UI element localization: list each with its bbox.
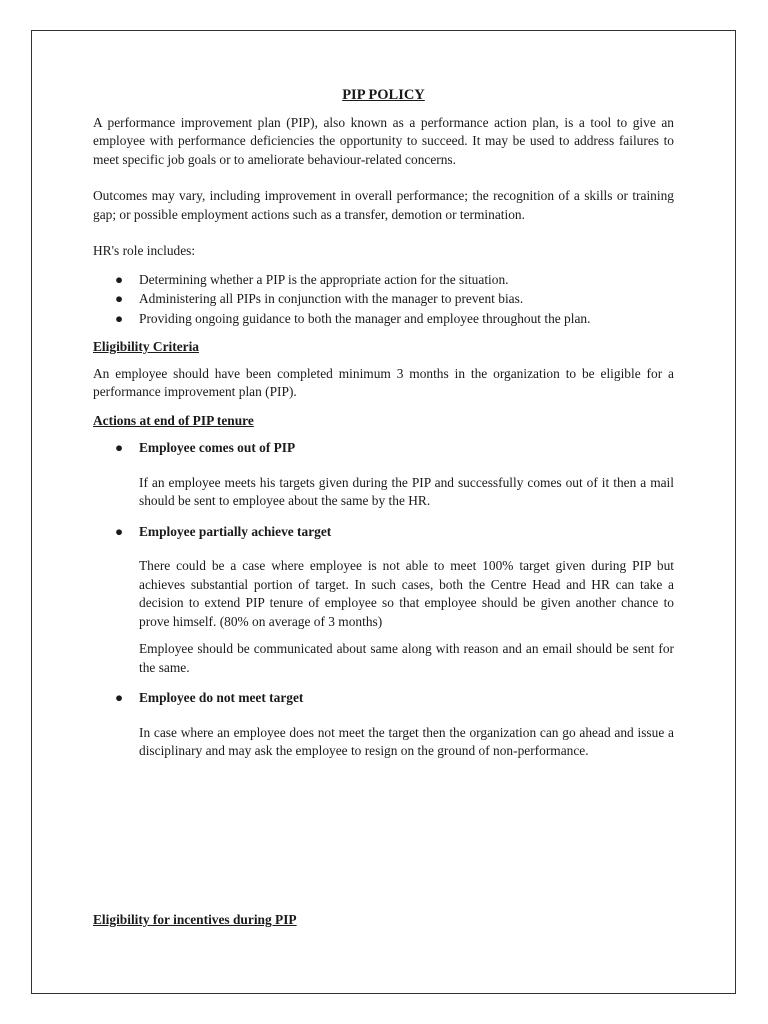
- bullet-icon: ●: [115, 271, 124, 287]
- action-paragraph: Employee should be communicated about same along with reason and an email should be sent for the same.: [139, 641, 674, 675]
- action-item: [93, 439, 674, 511]
- eligibility-paragraph: An employee should have been completed minimum 3 months in the organization to be eligible for a performance improvement plan (PIP).: [93, 365, 674, 399]
- action-title: Employee comes out of PIP: [139, 440, 296, 455]
- action-item: [93, 523, 674, 678]
- list-item: ● Determining whether a PIP is the appropriate action for the situation.: [93, 271, 674, 290]
- actions-heading: Actions at end of PIP tenure: [93, 412, 254, 428]
- bullet-icon: ●: [115, 523, 124, 539]
- eligibility-heading: Eligibility Criteria: [93, 339, 199, 354]
- action-item: [93, 689, 674, 761]
- list-item: ● Administering all PIPs in conjunction with the manager to prevent bias.: [93, 290, 674, 309]
- list-item: ● Providing ongoing guidance to both the manager and employee throughout the plan.: [93, 310, 674, 329]
- action-title: Employee do not meet target: [139, 690, 304, 705]
- document-body: [93, 86, 674, 773]
- action-paragraph: There could be a case where employee is not able to meet 100% target given during PIP but achieves substantial portion of target. In such cases, both the Centre Head and HR can take a decision to extend PIP tenure of employee so that employee should be given another chance to prove himself. (80% on average of 3 months): [139, 558, 674, 629]
- action-paragraph: If an employee meets his targets given during the PIP and successfully comes out of it then a mail should be sent to employee about the same by the HR.: [139, 474, 674, 508]
- incentives-heading: Eligibility for incentives during PIP: [93, 912, 297, 927]
- intro-paragraph: A performance improvement plan (PIP), also known as a performance action plan, is a tool to give an employee with performance deficiencies the opportunity to succeed. It may be used to address failures to meet specific job goals or to ameliorate behaviour-related concerns.: [93, 114, 674, 167]
- hr-role-list: [93, 271, 674, 329]
- outcomes-paragraph: Outcomes may vary, including improvement in overall performance; the recognition of a skills or training gap; or possible employment actions such as a transfer, demotion or termination.: [93, 188, 674, 222]
- bullet-icon: ●: [115, 440, 124, 455]
- action-paragraph: In case where an employee does not meet the target then the organization can go ahead and issue a disciplinary and may ask the employee to resign on the ground of non-performance.: [139, 724, 674, 758]
- action-title: Employee partially achieve target: [139, 523, 332, 539]
- bullet-icon: ●: [115, 310, 124, 326]
- bullet-icon: ●: [115, 291, 124, 306]
- page-title: PIP POLICY: [342, 87, 425, 103]
- hr-role-label: HR's role includes:: [93, 243, 196, 258]
- bullet-icon: ●: [115, 690, 124, 705]
